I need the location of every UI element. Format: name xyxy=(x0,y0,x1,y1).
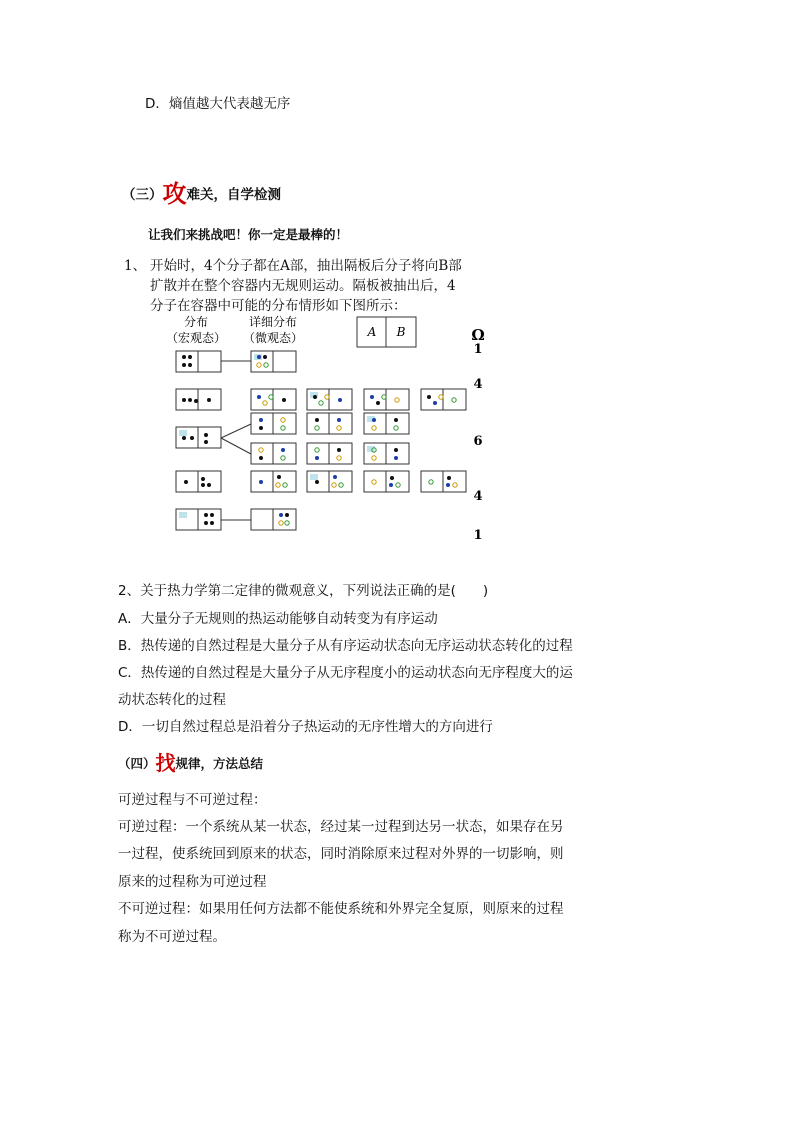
option-d-entropy: D．熵值越大代表越无序 xyxy=(145,96,291,112)
molecule-dot xyxy=(188,398,192,402)
molecule-dot xyxy=(283,483,287,487)
distribution-box xyxy=(307,471,352,492)
summary-line-1: 可逆过程：一个系统从某一状态，经过某一过程到达另一状态，如果存在另 xyxy=(118,819,564,835)
molecule-dot xyxy=(332,483,336,487)
molecule-dot xyxy=(281,448,285,452)
section-4-prefix: （四） xyxy=(118,756,156,771)
molecule-dot xyxy=(394,456,398,460)
molecule-dot xyxy=(264,363,268,367)
section-3-prefix: （三） xyxy=(122,187,163,203)
molecule-dot xyxy=(372,426,376,430)
molecule-dot xyxy=(382,395,386,399)
molecule-dot xyxy=(372,480,376,484)
molecule-dot xyxy=(315,456,319,460)
molecule-dot xyxy=(313,395,317,399)
label-a: A xyxy=(367,325,377,339)
molecule-dot xyxy=(315,448,319,452)
distribution-box xyxy=(251,413,296,434)
molecule-dot xyxy=(257,363,261,367)
molecule-dot xyxy=(207,483,211,487)
distribution-box xyxy=(364,471,409,492)
molecule-dot xyxy=(279,521,283,525)
distribution-box xyxy=(364,443,409,464)
header-micro-line-1: 详细分布 xyxy=(248,315,298,329)
q2-option-c-cont: 动状态转化的过程 xyxy=(118,692,226,708)
molecule-dot xyxy=(390,476,394,480)
molecule-dot xyxy=(204,440,208,444)
summary-line-4: 不可逆过程：如果用任何方法都不能使系统和外界完全复原，则原来的过程 xyxy=(118,901,564,917)
molecule-dot xyxy=(201,477,205,481)
molecule-dot xyxy=(394,418,398,422)
molecule-dot xyxy=(315,480,319,484)
molecule-dot xyxy=(188,355,192,359)
summary-line-3: 原来的过程称为可逆过程 xyxy=(118,874,267,890)
molecule-dot xyxy=(337,426,341,430)
molecule-dot xyxy=(210,513,214,517)
section-3-heading xyxy=(122,182,281,206)
omega-value-1: 1 xyxy=(473,342,483,357)
omega-value-5: 1 xyxy=(473,528,483,543)
molecule-dot xyxy=(337,448,341,452)
q2-option-d: D．一切自然过程总是沿着分子热运动的无序性增大的方向进行 xyxy=(118,719,493,735)
molecule-dot xyxy=(263,355,267,359)
section-4-rest: 规律，方法总结 xyxy=(175,756,264,771)
summary-title: 可逆过程与不可逆过程： xyxy=(118,792,267,808)
molecule-dot xyxy=(259,426,263,430)
molecule-dot xyxy=(281,418,285,422)
molecule-dot xyxy=(427,395,431,399)
molecule-dot xyxy=(395,398,399,402)
molecule-dot xyxy=(257,355,261,359)
header-macro-line-2: （宏观态） xyxy=(165,331,227,345)
molecule-dot xyxy=(204,433,208,437)
distribution-box xyxy=(307,413,352,434)
molecule-dot xyxy=(182,398,186,402)
molecule-dot xyxy=(447,476,451,480)
molecule-dot xyxy=(338,398,342,402)
header-macro-line-1: 分布 xyxy=(183,315,209,329)
q2-stem: 2、关于热力学第二定律的微观意义，下列说法正确的是( ) xyxy=(118,583,489,599)
molecule-dot xyxy=(279,513,283,517)
molecule-dot xyxy=(446,483,450,487)
molecule-dot xyxy=(339,483,343,487)
summary-line-5: 称为不可逆过程。 xyxy=(118,929,226,945)
molecule-dot xyxy=(190,436,194,440)
molecule-dot xyxy=(429,480,433,484)
section-4-heading xyxy=(118,753,263,773)
distribution-box xyxy=(251,471,296,492)
molecule-dot xyxy=(394,448,398,452)
distribution-box xyxy=(251,443,296,464)
distribution-box xyxy=(176,427,221,448)
molecule-dot xyxy=(433,401,437,405)
distribution-box xyxy=(307,389,352,410)
q1-line-1: 开始时，4个分子都在A部，抽出隔板后分子将向B部 xyxy=(150,258,462,274)
q1-line-2: 扩散并在整个容器内无规则运动。隔板被抽出后，4 xyxy=(150,278,456,294)
molecule-dot xyxy=(325,395,329,399)
molecule-dot xyxy=(337,418,341,422)
molecule-dot xyxy=(259,456,263,460)
molecule-dot xyxy=(315,418,319,422)
molecule-dot xyxy=(263,401,267,405)
molecule-dot xyxy=(452,398,456,402)
distribution-box xyxy=(176,389,221,410)
molecule-dot xyxy=(372,456,376,460)
molecule-dot xyxy=(207,398,211,402)
molecule-dot xyxy=(259,418,263,422)
omega-symbol: Ω xyxy=(471,326,485,344)
molecule-dot xyxy=(319,401,323,405)
molecule-dot xyxy=(277,475,281,479)
omega-value-2: 4 xyxy=(473,377,483,392)
molecule-dot xyxy=(376,401,380,405)
molecule-dot xyxy=(337,456,341,460)
molecule-dot xyxy=(259,480,263,484)
q1-line-3: 分子在容器中可能的分布情形如下图所示： xyxy=(150,298,407,314)
molecule-dot xyxy=(182,355,186,359)
molecule-dot xyxy=(372,448,376,452)
q2-option-a: A．大量分子无规则的热运动能够自动转变为有序运动 xyxy=(118,611,438,627)
omega-value-4: 4 xyxy=(473,489,483,504)
molecule-dot xyxy=(282,398,286,402)
molecule-dot xyxy=(259,448,263,452)
distribution-box xyxy=(251,389,296,410)
molecule-dot xyxy=(394,426,398,430)
molecule-dot xyxy=(210,521,214,525)
molecule-dot xyxy=(370,395,374,399)
distribution-box xyxy=(364,389,409,410)
molecule-dot xyxy=(201,483,205,487)
molecule-dot xyxy=(396,483,400,487)
header-micro-line-2: （微观态） xyxy=(242,331,304,345)
molecule-dot xyxy=(276,483,280,487)
section-3-big-char: 攻 xyxy=(162,180,187,208)
distribution-boxes xyxy=(176,351,466,530)
distribution-box xyxy=(421,389,466,410)
omega-value-3: 6 xyxy=(473,434,483,449)
molecule-dot xyxy=(281,456,285,460)
molecule-dot xyxy=(182,363,186,367)
q2-option-c: C．热传递的自然过程是大量分子从无序程度小的运动状态向无序程度大的运 xyxy=(118,665,573,681)
molecule-dot xyxy=(453,483,457,487)
distribution-box xyxy=(307,443,352,464)
molecule-dot xyxy=(204,521,208,525)
molecule-dot xyxy=(204,513,208,517)
q1-number: 1、 xyxy=(124,258,147,274)
label-b: B xyxy=(396,325,406,339)
molecule-dot xyxy=(281,426,285,430)
molecule-dot xyxy=(194,399,198,403)
section-4-big-char: 找 xyxy=(155,751,176,775)
molecule-dot xyxy=(285,513,289,517)
molecule-dot xyxy=(182,436,186,440)
distribution-box xyxy=(176,351,221,372)
molecule-dot xyxy=(184,480,188,484)
distribution-box xyxy=(251,509,296,530)
molecule-dot xyxy=(439,395,443,399)
molecule-dot xyxy=(269,395,273,399)
molecule-dot xyxy=(257,395,261,399)
molecule-dot xyxy=(372,418,376,422)
molecule-dot xyxy=(285,521,289,525)
section-3-rest: 难关，自学检测 xyxy=(186,187,281,203)
q2-option-b: B．热传递的自然过程是大量分子从有序运动状态向无序运动状态转化的过程 xyxy=(118,638,573,654)
challenge-text: 让我们来挑战吧！你一定是最棒的！ xyxy=(148,227,349,242)
distribution-box xyxy=(176,471,221,492)
distribution-box xyxy=(176,509,221,530)
molecule-dot xyxy=(315,426,319,430)
distribution-box xyxy=(251,351,296,372)
molecule-dot xyxy=(389,483,393,487)
molecule-dot xyxy=(333,475,337,479)
ab-container xyxy=(357,317,416,347)
summary-line-2: 一过程，使系统回到原来的状态，同时消除原来过程对外界的一切影响，则 xyxy=(118,846,564,862)
distribution-box xyxy=(364,413,409,434)
distribution-box xyxy=(421,471,466,492)
molecule-dot xyxy=(188,363,192,367)
